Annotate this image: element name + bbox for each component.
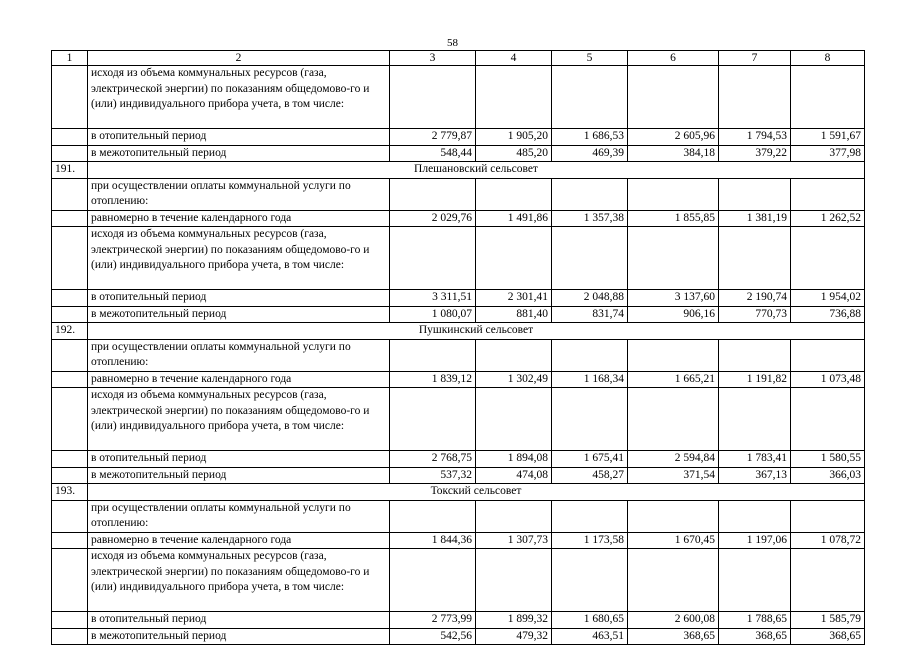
value-cell bbox=[791, 227, 865, 290]
value-cell: 1 191,82 bbox=[719, 371, 791, 388]
row-number-cell bbox=[52, 145, 88, 162]
value-cell: 1 905,20 bbox=[476, 129, 552, 146]
column-number-cell: 7 bbox=[719, 51, 791, 66]
value-cell bbox=[719, 500, 791, 532]
value-cell: 1 307,73 bbox=[476, 532, 552, 549]
value-cell bbox=[552, 388, 628, 451]
value-cell bbox=[791, 388, 865, 451]
row-number-cell bbox=[52, 500, 88, 532]
table-row bbox=[52, 371, 865, 388]
value-cell bbox=[791, 66, 865, 129]
value-cell: 469,39 bbox=[552, 145, 628, 162]
section-header-row bbox=[52, 323, 865, 340]
value-cell: 1 954,02 bbox=[791, 290, 865, 307]
row-number-cell bbox=[52, 549, 88, 612]
row-label: при осуществлении оплаты коммунальной услуги по отоплению: bbox=[88, 178, 390, 210]
value-cell: 1 591,67 bbox=[791, 129, 865, 146]
value-cell bbox=[719, 227, 791, 290]
value-cell: 548,44 bbox=[390, 145, 476, 162]
row-number-cell bbox=[52, 532, 88, 549]
value-cell bbox=[390, 227, 476, 290]
value-cell: 368,65 bbox=[719, 628, 791, 645]
value-cell: 479,32 bbox=[476, 628, 552, 645]
row-label: в отопительный период bbox=[88, 451, 390, 468]
row-label: равномерно в течение календарного года bbox=[88, 532, 390, 549]
section-title: Токский сельсовет bbox=[88, 484, 865, 501]
row-label: равномерно в течение календарного года bbox=[88, 210, 390, 227]
value-cell bbox=[719, 388, 791, 451]
value-cell bbox=[552, 66, 628, 129]
value-cell: 1 855,85 bbox=[628, 210, 719, 227]
value-cell bbox=[390, 66, 476, 129]
value-cell: 2 301,41 bbox=[476, 290, 552, 307]
value-cell bbox=[476, 227, 552, 290]
column-number-cell: 1 bbox=[52, 51, 88, 66]
value-cell: 371,54 bbox=[628, 467, 719, 484]
value-cell bbox=[628, 388, 719, 451]
table-row bbox=[52, 145, 865, 162]
value-cell: 537,32 bbox=[390, 467, 476, 484]
value-cell bbox=[628, 227, 719, 290]
value-cell bbox=[628, 549, 719, 612]
row-label: в межотопительный период bbox=[88, 145, 390, 162]
value-cell: 2 029,76 bbox=[390, 210, 476, 227]
section-header-row bbox=[52, 162, 865, 179]
value-cell: 1 262,52 bbox=[791, 210, 865, 227]
value-cell: 1 794,53 bbox=[719, 129, 791, 146]
value-cell bbox=[476, 388, 552, 451]
value-cell bbox=[719, 549, 791, 612]
value-cell: 2 600,08 bbox=[628, 612, 719, 629]
value-cell bbox=[390, 500, 476, 532]
table-row bbox=[52, 388, 865, 451]
value-cell: 463,51 bbox=[552, 628, 628, 645]
row-number-cell bbox=[52, 628, 88, 645]
value-cell bbox=[719, 178, 791, 210]
value-cell: 458,27 bbox=[552, 467, 628, 484]
table-row bbox=[52, 306, 865, 323]
row-number-cell bbox=[52, 612, 88, 629]
value-cell bbox=[791, 339, 865, 371]
value-cell bbox=[552, 227, 628, 290]
value-cell: 367,13 bbox=[719, 467, 791, 484]
value-cell bbox=[476, 549, 552, 612]
value-cell bbox=[552, 549, 628, 612]
section-number: 193. bbox=[52, 484, 88, 501]
table-row bbox=[52, 467, 865, 484]
value-cell: 2 190,74 bbox=[719, 290, 791, 307]
value-cell bbox=[628, 500, 719, 532]
row-label: при осуществлении оплаты коммунальной услуги по отоплению: bbox=[88, 500, 390, 532]
row-label: исходя из объема коммунальных ресурсов (газа, электрической энергии) по показаниям общедомово-го и (или) индивидуального прибора учета, в том числе: bbox=[88, 388, 390, 451]
section-number: 192. bbox=[52, 323, 88, 340]
table-row bbox=[52, 339, 865, 371]
value-cell: 906,16 bbox=[628, 306, 719, 323]
value-cell: 2 605,96 bbox=[628, 129, 719, 146]
value-cell: 1 197,06 bbox=[719, 532, 791, 549]
value-cell bbox=[390, 339, 476, 371]
table-row bbox=[52, 612, 865, 629]
row-label: в межотопительный период bbox=[88, 467, 390, 484]
row-number-cell bbox=[52, 467, 88, 484]
value-cell: 881,40 bbox=[476, 306, 552, 323]
value-cell: 368,65 bbox=[791, 628, 865, 645]
value-cell bbox=[476, 66, 552, 129]
value-cell: 1 894,08 bbox=[476, 451, 552, 468]
row-number-cell bbox=[52, 66, 88, 129]
value-cell bbox=[476, 178, 552, 210]
value-cell bbox=[390, 549, 476, 612]
value-cell bbox=[628, 339, 719, 371]
value-cell: 377,98 bbox=[791, 145, 865, 162]
value-cell: 2 768,75 bbox=[390, 451, 476, 468]
row-number-cell bbox=[52, 388, 88, 451]
value-cell: 1 680,65 bbox=[552, 612, 628, 629]
row-number-cell bbox=[52, 371, 88, 388]
row-label: в отопительный период bbox=[88, 290, 390, 307]
value-cell: 1 665,21 bbox=[628, 371, 719, 388]
section-header-row bbox=[52, 484, 865, 501]
value-cell bbox=[719, 66, 791, 129]
value-cell: 1 686,53 bbox=[552, 129, 628, 146]
column-number-row bbox=[52, 51, 865, 66]
value-cell: 366,03 bbox=[791, 467, 865, 484]
row-number-cell bbox=[52, 227, 88, 290]
value-cell: 1 381,19 bbox=[719, 210, 791, 227]
section-number: 191. bbox=[52, 162, 88, 179]
column-number-cell: 5 bbox=[552, 51, 628, 66]
row-label: в межотопительный период bbox=[88, 628, 390, 645]
value-cell: 1 585,79 bbox=[791, 612, 865, 629]
row-number-cell bbox=[52, 306, 88, 323]
tariff-table bbox=[51, 50, 865, 645]
row-number-cell bbox=[52, 210, 88, 227]
row-number-cell bbox=[52, 129, 88, 146]
section-title: Пушкинский сельсовет bbox=[88, 323, 865, 340]
value-cell: 1 168,34 bbox=[552, 371, 628, 388]
row-label: при осуществлении оплаты коммунальной услуги по отоплению: bbox=[88, 339, 390, 371]
value-cell: 2 779,87 bbox=[390, 129, 476, 146]
table-row bbox=[52, 66, 865, 129]
row-label: исходя из объема коммунальных ресурсов (газа, электрической энергии) по показаниям общедомово-го и (или) индивидуального прибора учета, в том числе: bbox=[88, 549, 390, 612]
column-number-cell: 4 bbox=[476, 51, 552, 66]
value-cell: 368,65 bbox=[628, 628, 719, 645]
value-cell bbox=[628, 178, 719, 210]
value-cell: 485,20 bbox=[476, 145, 552, 162]
value-cell: 1 073,48 bbox=[791, 371, 865, 388]
row-label: исходя из объема коммунальных ресурсов (газа, электрической энергии) по показаниям общедомово-го и (или) индивидуального прибора учета, в том числе: bbox=[88, 66, 390, 129]
value-cell bbox=[390, 388, 476, 451]
row-number-cell bbox=[52, 290, 88, 307]
row-number-cell bbox=[52, 178, 88, 210]
value-cell: 831,74 bbox=[552, 306, 628, 323]
column-number-cell: 3 bbox=[390, 51, 476, 66]
table-row bbox=[52, 178, 865, 210]
row-label: в отопительный период bbox=[88, 612, 390, 629]
value-cell: 3 137,60 bbox=[628, 290, 719, 307]
value-cell: 1 670,45 bbox=[628, 532, 719, 549]
value-cell bbox=[476, 339, 552, 371]
value-cell: 1 844,36 bbox=[390, 532, 476, 549]
table-row bbox=[52, 129, 865, 146]
value-cell: 1 078,72 bbox=[791, 532, 865, 549]
table-row bbox=[52, 500, 865, 532]
value-cell: 1 302,49 bbox=[476, 371, 552, 388]
value-cell bbox=[476, 500, 552, 532]
value-cell bbox=[791, 500, 865, 532]
value-cell bbox=[390, 178, 476, 210]
table-row bbox=[52, 290, 865, 307]
value-cell: 1 675,41 bbox=[552, 451, 628, 468]
value-cell: 1 788,65 bbox=[719, 612, 791, 629]
table-row bbox=[52, 227, 865, 290]
value-cell: 1 491,86 bbox=[476, 210, 552, 227]
value-cell: 1 580,55 bbox=[791, 451, 865, 468]
value-cell: 736,88 bbox=[791, 306, 865, 323]
table-row bbox=[52, 451, 865, 468]
value-cell bbox=[791, 549, 865, 612]
row-label: в межотопительный период bbox=[88, 306, 390, 323]
row-number-cell bbox=[52, 339, 88, 371]
value-cell: 384,18 bbox=[628, 145, 719, 162]
row-number-cell bbox=[52, 451, 88, 468]
value-cell: 474,08 bbox=[476, 467, 552, 484]
value-cell: 1 839,12 bbox=[390, 371, 476, 388]
value-cell: 1 080,07 bbox=[390, 306, 476, 323]
value-cell: 3 311,51 bbox=[390, 290, 476, 307]
column-number-cell: 2 bbox=[88, 51, 390, 66]
value-cell: 2 773,99 bbox=[390, 612, 476, 629]
row-label: исходя из объема коммунальных ресурсов (газа, электрической энергии) по показаниям общедомово-го и (или) индивидуального прибора учета, в том числе: bbox=[88, 227, 390, 290]
value-cell: 542,56 bbox=[390, 628, 476, 645]
value-cell bbox=[552, 339, 628, 371]
value-cell: 1 357,38 bbox=[552, 210, 628, 227]
table-row bbox=[52, 549, 865, 612]
table-row bbox=[52, 628, 865, 645]
value-cell: 1 173,58 bbox=[552, 532, 628, 549]
column-number-cell: 6 bbox=[628, 51, 719, 66]
value-cell: 1 783,41 bbox=[719, 451, 791, 468]
table-row bbox=[52, 210, 865, 227]
value-cell: 379,22 bbox=[719, 145, 791, 162]
page-number: 58 bbox=[447, 37, 458, 49]
value-cell: 770,73 bbox=[719, 306, 791, 323]
value-cell: 2 594,84 bbox=[628, 451, 719, 468]
column-number-cell: 8 bbox=[791, 51, 865, 66]
value-cell: 2 048,88 bbox=[552, 290, 628, 307]
row-label: равномерно в течение календарного года bbox=[88, 371, 390, 388]
value-cell: 1 899,32 bbox=[476, 612, 552, 629]
value-cell bbox=[719, 339, 791, 371]
section-title: Плешановский сельсовет bbox=[88, 162, 865, 179]
row-label: в отопительный период bbox=[88, 129, 390, 146]
value-cell bbox=[552, 178, 628, 210]
value-cell bbox=[552, 500, 628, 532]
value-cell bbox=[791, 178, 865, 210]
value-cell bbox=[628, 66, 719, 129]
table-row bbox=[52, 532, 865, 549]
